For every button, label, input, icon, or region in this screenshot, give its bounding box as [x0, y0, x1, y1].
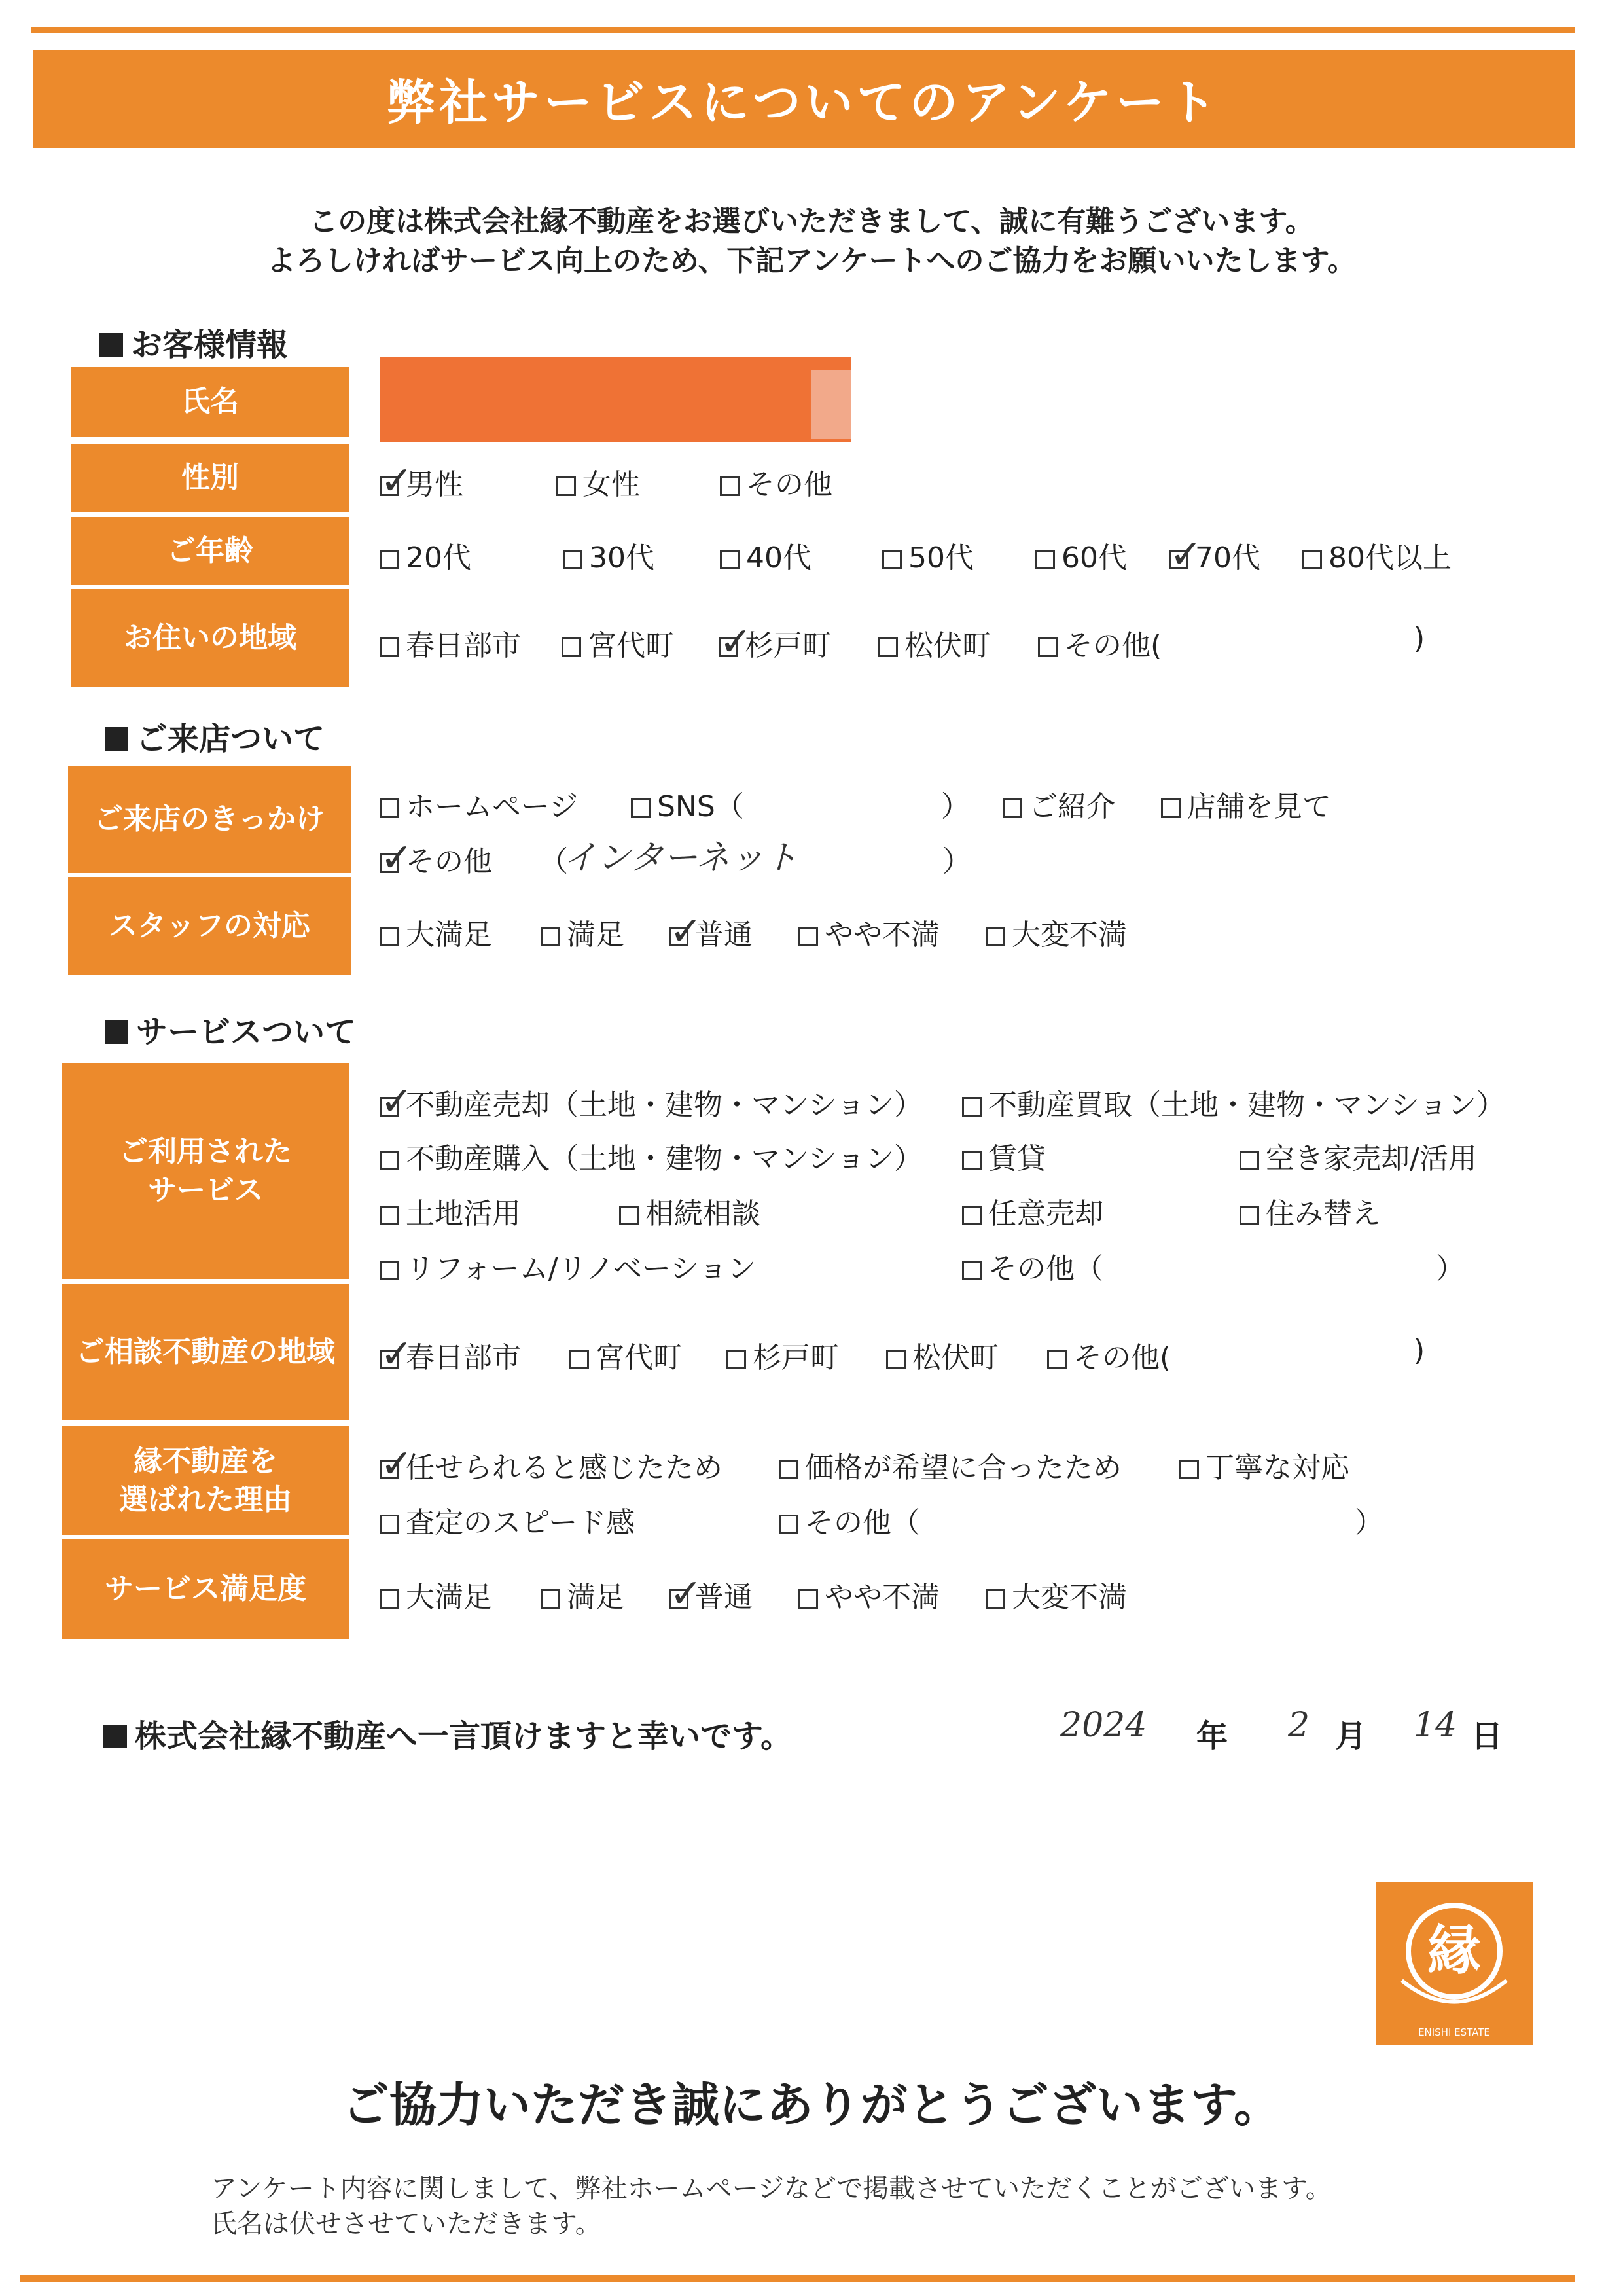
used-rent-label: 賃貸 — [988, 1142, 1046, 1175]
checkbox[interactable] — [380, 1151, 399, 1170]
checkbox[interactable] — [563, 550, 582, 569]
checkbox[interactable] — [556, 476, 576, 496]
redacted-name-edge — [812, 370, 851, 439]
staff-slightly-unsatisfied-label: やや不満 — [825, 918, 940, 952]
top-rule — [31, 27, 1575, 33]
age-30-label: 30代 — [589, 541, 654, 575]
checkbox-checked[interactable] — [380, 1079, 414, 1124]
area-sugito-label: 杉戸町 — [745, 629, 831, 662]
consult-miyashiro[interactable] — [569, 1334, 682, 1376]
used-rent[interactable] — [962, 1135, 1046, 1177]
checkbox[interactable] — [541, 927, 560, 946]
label-trigger — [68, 766, 351, 873]
label-reason-line2: 選ばれた理由 — [119, 1483, 292, 1516]
section-visit — [105, 713, 325, 759]
checkbox[interactable] — [1038, 637, 1058, 657]
checkbox-checked[interactable] — [1169, 531, 1203, 577]
sat-normal[interactable] — [669, 1573, 753, 1615]
used-other[interactable] — [962, 1245, 1103, 1287]
reason-price-label: 価格が希望に合ったため — [805, 1451, 1122, 1484]
checkbox[interactable] — [380, 1589, 399, 1609]
used-sell-label: 不動産売却（土地・建物・マンション） — [406, 1088, 923, 1122]
square-bullet-icon — [103, 1725, 127, 1748]
consult-other-close: ) — [1414, 1334, 1425, 1367]
trigger-other-close: ） — [942, 845, 971, 878]
used-move-label: 住み替え — [1266, 1197, 1381, 1230]
checkbox-checked[interactable] — [380, 458, 414, 504]
age-30[interactable] — [563, 534, 654, 576]
used-purchase-label: 不動産購入（土地・建物・マンション） — [406, 1142, 923, 1175]
trigger-homepage[interactable] — [380, 783, 578, 825]
date-day-unit: 日 — [1471, 1718, 1503, 1755]
consult-kasukabe[interactable] — [380, 1331, 521, 1377]
label-name — [71, 367, 349, 437]
check-icon: ✓ — [380, 458, 414, 504]
reason-polite[interactable] — [1179, 1444, 1349, 1486]
age-60-label: 60代 — [1061, 541, 1127, 575]
check-icon: ✓ — [380, 1331, 414, 1377]
gender-other-label: その他 — [746, 468, 832, 501]
staff-very-satisfied[interactable] — [380, 911, 492, 953]
checkbox-checked[interactable] — [719, 619, 753, 665]
checkbox[interactable] — [1035, 550, 1055, 569]
sat-very-satisfied[interactable] — [380, 1573, 492, 1615]
checkbox[interactable] — [1003, 798, 1022, 818]
checkbox[interactable] — [1240, 1151, 1259, 1170]
area-kasukabe-label: 春日部市 — [406, 629, 521, 662]
trigger-sns-label: SNS（ — [657, 790, 744, 823]
trigger-other-label: その他 — [406, 845, 492, 878]
sat-satisfied-label: 満足 — [567, 1581, 624, 1614]
age-40-label: 40代 — [746, 541, 812, 575]
check-icon: ✓ — [380, 1079, 414, 1124]
area-other-label: その他( — [1064, 629, 1162, 662]
reason-other-label: その他（ — [805, 1506, 920, 1539]
label-used-line2: サービス — [148, 1174, 263, 1207]
checkbox[interactable] — [886, 1350, 906, 1369]
sat-satisfied[interactable] — [541, 1573, 624, 1615]
checkbox[interactable] — [962, 1261, 982, 1280]
checkbox[interactable] — [380, 798, 399, 818]
checkbox[interactable] — [569, 1350, 589, 1369]
used-move[interactable] — [1240, 1190, 1381, 1232]
section-comment-title: 株式会社縁不動産へ一言頂けますと幸いです。 — [135, 1718, 793, 1755]
used-land-label: 土地活用 — [406, 1197, 521, 1230]
used-inherit-label: 相続相談 — [645, 1197, 760, 1230]
trigger-intro[interactable] — [1003, 783, 1115, 825]
consult-miyashiro-label: 宮代町 — [596, 1341, 682, 1374]
checkbox[interactable] — [1179, 1460, 1199, 1479]
reason-other-close: ） — [1355, 1506, 1383, 1539]
label-consult-area — [62, 1284, 349, 1420]
checkbox[interactable] — [798, 1589, 818, 1609]
used-buyback[interactable] — [962, 1081, 1505, 1123]
checkbox[interactable] — [878, 637, 898, 657]
age-50[interactable] — [882, 534, 974, 576]
area-miyashiro[interactable] — [562, 622, 674, 664]
checkbox[interactable] — [380, 1261, 399, 1280]
age-60[interactable] — [1035, 534, 1127, 576]
trigger-sns-close: ） — [941, 790, 970, 823]
trigger-intro-label: ご紹介 — [1029, 790, 1115, 823]
checkbox-checked[interactable] — [380, 835, 414, 881]
checkbox[interactable] — [962, 1151, 982, 1170]
square-bullet-icon — [105, 1020, 128, 1044]
used-inherit[interactable] — [619, 1190, 760, 1232]
age-80-label: 80代以上 — [1329, 541, 1452, 575]
gender-male[interactable] — [380, 458, 463, 504]
staff-satisfied-label: 満足 — [567, 918, 624, 952]
checkbox[interactable] — [380, 550, 399, 569]
reason-speed[interactable] — [380, 1499, 635, 1541]
checkbox[interactable] — [962, 1206, 982, 1225]
trigger-sns[interactable] — [631, 783, 744, 825]
used-vacant-label: 空き家売却/活用 — [1266, 1142, 1477, 1175]
intro-line-1: この度は株式会社縁不動産をお選びいただきまして、誠に有難うございます。 — [309, 205, 1314, 238]
checkbox-checked[interactable] — [380, 1441, 414, 1487]
label-age — [71, 517, 349, 585]
used-voluntary[interactable] — [962, 1190, 1103, 1232]
reason-speed-label: 査定のスピード感 — [406, 1506, 635, 1539]
area-kasukabe[interactable] — [380, 622, 521, 664]
label-reason — [62, 1426, 349, 1535]
used-reform[interactable] — [380, 1245, 756, 1287]
sat-very-unsatisfied[interactable] — [986, 1573, 1127, 1615]
staff-very-satisfied-label: 大満足 — [406, 918, 492, 952]
redacted-name — [380, 357, 851, 442]
consult-other-label: その他( — [1073, 1341, 1171, 1374]
used-buyback-label: 不動産買取（土地・建物・マンション） — [988, 1088, 1506, 1122]
check-icon: ✓ — [380, 835, 414, 881]
staff-normal-label: 普通 — [695, 918, 753, 952]
checkbox[interactable] — [619, 1206, 639, 1225]
sat-slightly-unsatisfied[interactable] — [798, 1573, 940, 1615]
checkbox-checked[interactable] — [380, 1331, 414, 1377]
age-20-label: 20代 — [406, 541, 471, 575]
label-gender — [71, 444, 349, 512]
checkbox[interactable] — [720, 550, 740, 569]
trigger-homepage-label: ホームページ — [406, 790, 579, 823]
logo-text: ENISHI ESTATE — [1418, 2026, 1490, 2038]
sat-slightly-unsatisfied-label: やや不満 — [825, 1581, 940, 1614]
checkbox[interactable] — [562, 637, 581, 657]
label-used — [62, 1063, 349, 1279]
consult-other[interactable] — [1047, 1334, 1171, 1376]
checkbox[interactable] — [779, 1460, 798, 1479]
reason-polite-label: 丁寧な対応 — [1205, 1451, 1349, 1484]
enishi-estate-logo — [1376, 1882, 1533, 2045]
used-other-close: ） — [1436, 1252, 1465, 1285]
used-reform-label: リフォーム/リノベーション — [406, 1252, 757, 1285]
trigger-other-open: （ — [539, 845, 568, 878]
label-trigger-text: ご来店のきっかけ — [94, 802, 325, 836]
staff-very-unsatisfied-label: 大変不満 — [1012, 918, 1127, 952]
section-customer-title: お客様情報 — [131, 327, 289, 363]
label-area — [71, 589, 349, 687]
check-icon: ✓ — [719, 619, 753, 665]
age-50-label: 50代 — [908, 541, 974, 575]
section-comment — [103, 1711, 792, 1756]
checkbox[interactable] — [720, 476, 740, 496]
intro-line-2: よろしければサービス向上のため、下記アンケートへのご協力をお願いいたします。 — [266, 244, 1357, 278]
date-month-unit: 月 — [1335, 1718, 1367, 1755]
sat-very-satisfied-label: 大満足 — [406, 1581, 492, 1614]
section-visit-title: ご来店ついて — [136, 721, 325, 757]
used-voluntary-label: 任意売却 — [988, 1197, 1103, 1230]
area-miyashiro-label: 宮代町 — [588, 629, 674, 662]
section-customer — [99, 319, 288, 365]
age-70-label: 70代 — [1195, 541, 1260, 575]
check-icon: ✓ — [669, 908, 703, 954]
used-sell[interactable] — [380, 1081, 923, 1123]
area-matsubushi-label: 松伏町 — [904, 629, 991, 662]
title-banner — [33, 50, 1575, 148]
sat-normal-label: 普通 — [695, 1581, 753, 1614]
checkbox[interactable] — [962, 1097, 982, 1117]
date-year-unit: 年 — [1196, 1718, 1228, 1755]
label-gender-text: 性別 — [181, 461, 239, 495]
page-title: 弊社サービスについてのアンケート — [386, 75, 1221, 131]
checkbox[interactable] — [380, 637, 399, 657]
label-staff — [68, 877, 351, 975]
checkbox[interactable] — [1047, 1350, 1067, 1369]
checkbox[interactable] — [1161, 798, 1181, 818]
date-month-handwritten: 2 — [1288, 1706, 1310, 1745]
label-satisfaction-text: サービス満足度 — [105, 1572, 306, 1606]
reason-trust-label: 任せられると感じたため — [406, 1451, 722, 1484]
label-area-text: お住いの地域 — [124, 621, 296, 655]
consult-kasukabe-label: 春日部市 — [406, 1341, 521, 1374]
consult-sugito[interactable] — [726, 1334, 839, 1376]
gender-female-label: 女性 — [582, 468, 640, 501]
label-consult-area-text: ご相談不動産の地域 — [76, 1335, 335, 1369]
section-service — [105, 1007, 356, 1052]
date-day-handwritten: 14 — [1414, 1706, 1457, 1745]
reason-price[interactable] — [779, 1444, 1122, 1486]
checkbox[interactable] — [380, 927, 399, 946]
consult-matsubushi-label: 松伏町 — [912, 1341, 999, 1374]
logo-char: 縁 — [1427, 1920, 1482, 1982]
check-icon: ✓ — [380, 1441, 414, 1487]
checkbox-checked[interactable] — [669, 1571, 703, 1617]
age-40[interactable] — [720, 534, 812, 576]
date-year-handwritten: 2024 — [1060, 1706, 1147, 1745]
checkbox[interactable] — [380, 1515, 399, 1534]
gender-other[interactable] — [720, 461, 832, 503]
area-sugito[interactable] — [719, 619, 831, 665]
area-matsubushi[interactable] — [878, 622, 991, 664]
checkbox[interactable] — [631, 798, 651, 818]
staff-slightly-unsatisfied[interactable] — [798, 911, 940, 953]
footnote-line-2: 氏名は伏せさせていただきます。 — [211, 2209, 601, 2239]
label-reason-line1: 縁不動産を — [134, 1444, 277, 1478]
sat-very-unsatisfied-label: 大変不満 — [1012, 1581, 1127, 1614]
checkbox[interactable] — [541, 1589, 560, 1609]
staff-normal[interactable] — [669, 908, 753, 954]
checkbox[interactable] — [1240, 1206, 1259, 1225]
footnote-line-1: アンケート内容に関しまして、弊社ホームページなどで掲載させていただくことがございます。 — [211, 2174, 1332, 2204]
label-used-line1: ご利用された — [119, 1134, 292, 1168]
trigger-other[interactable] — [380, 835, 492, 881]
square-bullet-icon — [105, 727, 128, 751]
label-satisfaction — [62, 1539, 349, 1639]
used-land[interactable] — [380, 1190, 521, 1232]
trigger-store[interactable] — [1161, 783, 1331, 825]
checkbox[interactable] — [1302, 550, 1322, 569]
area-other[interactable] — [1038, 622, 1162, 664]
used-other-label: その他（ — [988, 1252, 1103, 1285]
used-vacant[interactable] — [1240, 1135, 1477, 1177]
staff-very-unsatisfied[interactable] — [986, 911, 1127, 953]
label-staff-text: スタッフの対応 — [109, 909, 310, 943]
checkbox[interactable] — [726, 1350, 746, 1369]
check-icon: ✓ — [1169, 531, 1203, 577]
staff-satisfied[interactable] — [541, 911, 624, 953]
consult-matsubushi[interactable] — [886, 1334, 999, 1376]
gender-male-label: 男性 — [406, 468, 463, 501]
trigger-other-handwritten: インターネット — [563, 838, 798, 878]
bottom-rule — [20, 2275, 1575, 2282]
age-70[interactable] — [1169, 531, 1260, 577]
consult-sugito-label: 杉戸町 — [753, 1341, 839, 1374]
checkbox[interactable] — [986, 927, 1005, 946]
checkbox[interactable] — [986, 1589, 1005, 1609]
checkbox[interactable] — [380, 1206, 399, 1225]
age-80[interactable] — [1302, 534, 1452, 576]
reason-other[interactable] — [779, 1499, 920, 1541]
used-purchase[interactable] — [380, 1135, 923, 1177]
checkbox[interactable] — [779, 1515, 798, 1534]
reason-trust[interactable] — [380, 1441, 722, 1487]
checkbox[interactable] — [798, 927, 818, 946]
checkbox-checked[interactable] — [669, 908, 703, 954]
area-other-close: ) — [1414, 622, 1425, 655]
trigger-store-label: 店舗を見て — [1187, 790, 1331, 823]
label-age-text: ご年齢 — [167, 534, 253, 568]
age-20[interactable] — [380, 534, 471, 576]
check-icon: ✓ — [669, 1571, 703, 1617]
checkbox[interactable] — [882, 550, 902, 569]
logo-mark-icon — [1376, 1882, 1533, 2045]
section-service-title: サービスついて — [136, 1014, 357, 1050]
gender-female[interactable] — [556, 461, 640, 503]
thanks-message: ご協力いただき誠にありがとうございます。 — [342, 2077, 1281, 2132]
square-bullet-icon — [99, 333, 123, 357]
label-name-text: 氏名 — [181, 385, 239, 419]
